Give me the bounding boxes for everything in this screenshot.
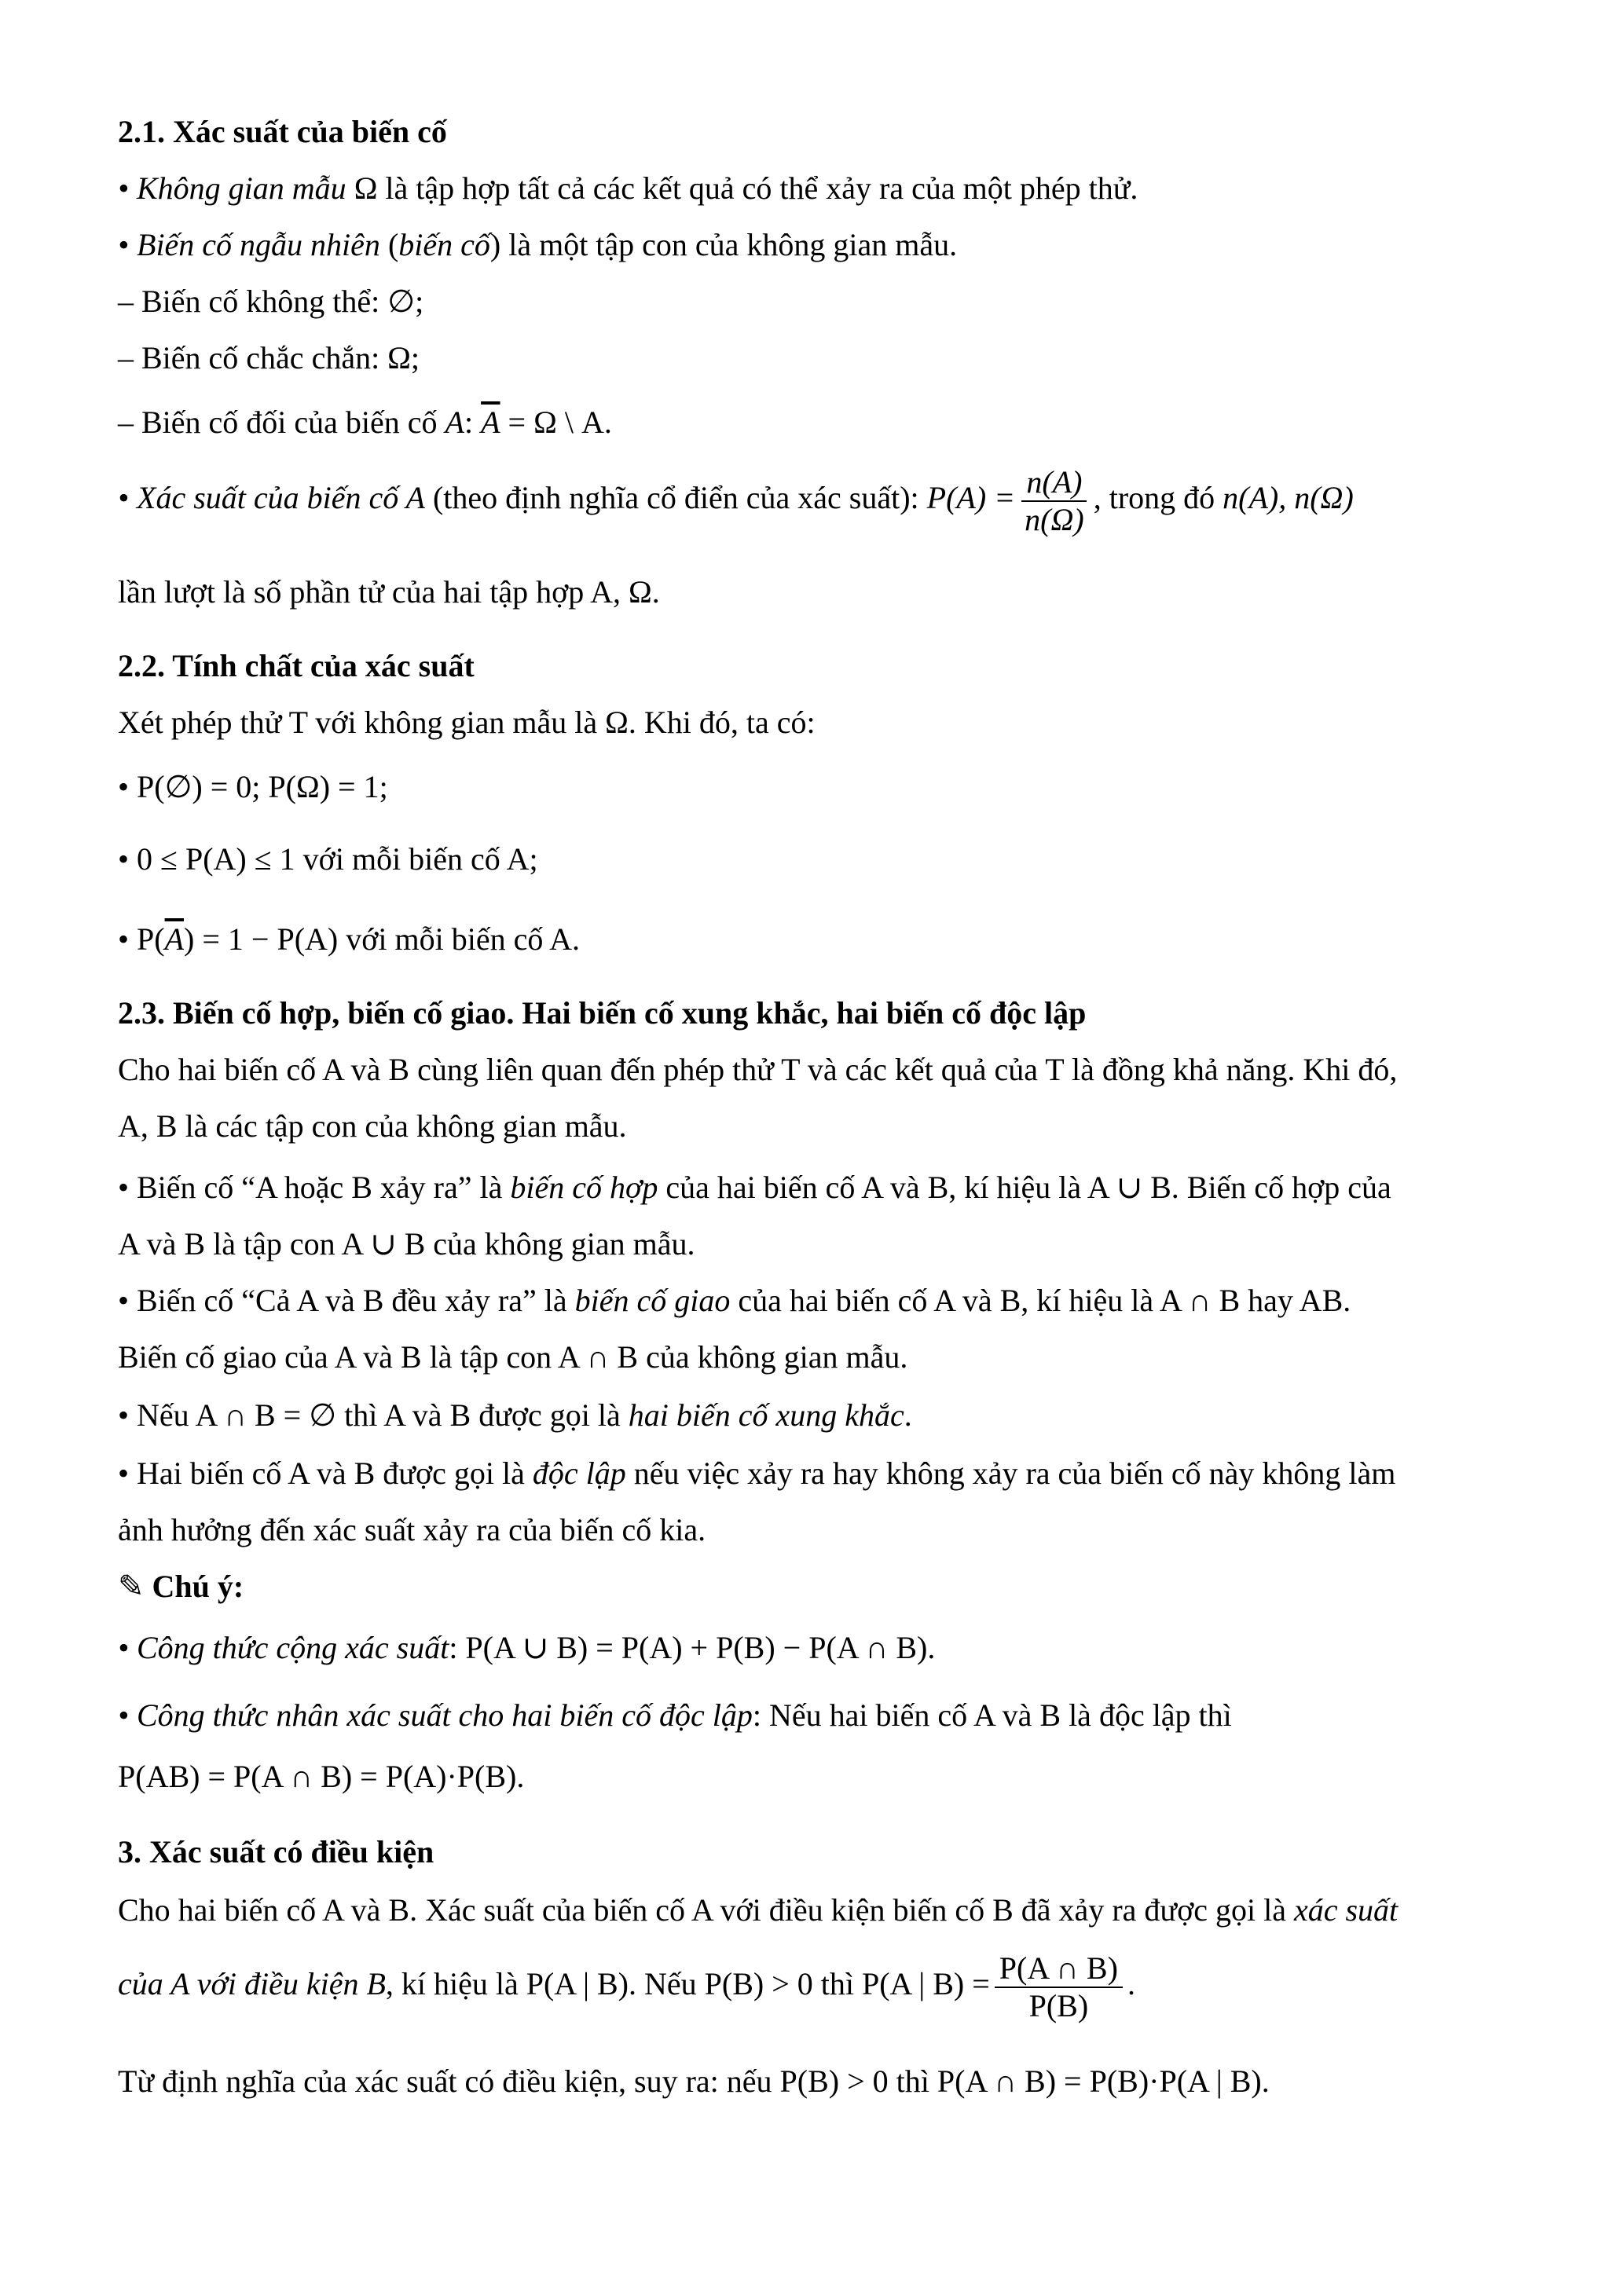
term-addition-rule: • Công thức cộng xác suất: [118, 1630, 449, 1665]
conditional-definition: [118, 1891, 1398, 1929]
colon: :: [464, 405, 482, 440]
union-text: của hai biến cố A và B, kí hiệu là A ∪ B. Biến cố hợp của: [658, 1170, 1391, 1205]
property-3: [118, 921, 580, 958]
probability-definition: [118, 460, 1354, 538]
probability-definition-cont: lần lượt là số phần tử của hai tập hợp A, Ω.: [118, 574, 660, 610]
complement-text: – Biến cố đối của biến cố: [118, 405, 445, 440]
term-multiplication-rule: • Công thức nhân xác suất cho hai biến cố độc lập: [118, 1697, 753, 1733]
intersection-definition: [118, 1282, 1351, 1320]
fraction-classic-probability: [1020, 464, 1089, 538]
conditional-text: Cho hai biến cố A và B. Xác suất của biến cố A với điều kiện biến cố B đã xảy ra được gọi là: [118, 1892, 1294, 1928]
intersection-definition-cont: Biến cố giao của A và B là tập con A ∩ B của không gian mẫu.: [118, 1339, 908, 1375]
certain-event: – Biến cố chắc chắn: Ω;: [118, 340, 420, 375]
section-heading-2-2: 2.2. Tính chất của xác suất: [118, 648, 475, 683]
union-definition: [118, 1169, 1391, 1207]
mutually-exclusive-definition: [118, 1397, 912, 1434]
omega-symbol: Ω: [354, 170, 378, 206]
note-label: Chú ý:: [152, 1569, 244, 1604]
definition-text: ) là một tập con của không gian mẫu.: [489, 227, 958, 262]
property-2: • 0 ≤ P(A) ≤ 1 với mỗi biến cố A;: [118, 841, 538, 877]
definition-text: là tập hợp tất cả các kết quả có thể xảy ra của một phép thử.: [377, 170, 1138, 206]
multiplication-rule: [118, 1697, 1232, 1734]
random-event-definition: [118, 226, 957, 264]
note-heading: [118, 1568, 244, 1606]
paren-open: (: [379, 227, 399, 262]
conditional-formula-line: [118, 1946, 1135, 2024]
intersection-text: • Biến cố “Cả A và B đều xảy ra” là: [118, 1283, 575, 1318]
formula-part: ) = 1 − P(A) với mỗi biến cố A.: [184, 921, 581, 957]
complement-formula: = Ω \ A.: [500, 405, 612, 440]
formula-p-a: P(A) =: [926, 480, 1016, 515]
term-independent: độc lập: [532, 1456, 626, 1491]
independent-text: • Hai biến cố A và B được gọi là: [118, 1456, 533, 1491]
property-1: • P(∅) = 0; P(Ω) = 1;: [118, 769, 388, 804]
union-definition-cont: A và B là tập con A ∪ B của không gian mẫu.: [118, 1226, 695, 1262]
period: .: [904, 1397, 912, 1433]
sample-space-definition: [118, 170, 1138, 207]
term-conditional-probability-cont: của A với điều kiện B: [118, 1966, 386, 2001]
fraction-denominator: P(B): [1028, 1987, 1089, 2023]
independent-text: nếu việc xảy ra hay không xảy ra của biến cố này không làm: [625, 1456, 1396, 1491]
exclusive-text: • Nếu A ∩ B = ∅ thì A và B được gọi là: [118, 1397, 629, 1433]
impossible-event: – Biến cố không thể: ∅;: [118, 284, 424, 319]
fraction-denominator: n(Ω): [1025, 501, 1084, 537]
multiplication-formula: P(AB) = P(A ∩ B) = P(A)·P(B).: [118, 1759, 525, 1794]
probability-text: (theo định nghĩa cổ điển của xác suất):: [424, 480, 927, 515]
term-union-event: biến cố hợp: [510, 1170, 658, 1205]
term-probability: • Xác suất của biến cố A: [118, 480, 425, 515]
section-heading-2-1: 2.1. Xác suất của biến cố: [118, 114, 447, 149]
count-symbols: n(A), n(Ω): [1223, 480, 1354, 515]
independent-definition: [118, 1455, 1395, 1492]
paragraph-line: Cho hai biến cố A và B cùng liên quan đến phép thử T và các kết quả của T là đồng khả năng. Khi đó,: [118, 1052, 1398, 1087]
addition-formula: : P(A ∪ B) = P(A) + P(B) − P(A ∩ B).: [449, 1630, 936, 1665]
term-random-event: • Biến cố ngẫu nhiên: [118, 227, 380, 262]
term-sample-space: • Không gian mẫu: [118, 170, 354, 206]
fraction-conditional-probability: [995, 1950, 1123, 2024]
section-heading-2-3: 2.3. Biến cố hợp, biến cố giao. Hai biến cố xung khắc, hai biến cố độc lập: [118, 995, 1087, 1031]
property-intro: Xét phép thử T với không gian mẫu là Ω. Khi đó, ta có:: [118, 705, 816, 740]
formula-part: • P(: [118, 921, 165, 957]
term-event: biến cố: [398, 227, 490, 262]
period: .: [1127, 1966, 1135, 2001]
event-a-bar: $\overline{A}$: [164, 921, 185, 957]
term-intersection-event: biến cố giao: [574, 1283, 731, 1318]
term-mutually-exclusive: hai biến cố xung khắc: [628, 1397, 904, 1433]
term-conditional-probability: xác suất: [1293, 1892, 1399, 1928]
event-a: A: [445, 405, 464, 440]
fraction-numerator: n(A): [1021, 464, 1087, 502]
conditional-text: , kí hiệu là P(A | B). Nếu P(B) > 0 thì P(A | B) =: [385, 1966, 990, 2001]
union-text: • Biến cố “A hoặc B xảy ra” là: [118, 1170, 511, 1205]
pencil-icon: ✎: [118, 1569, 145, 1604]
paragraph-line: A, B là các tập con của không gian mẫu.: [118, 1108, 627, 1144]
multiplication-text: : Nếu hai biến cố A và B là độc lập thì: [752, 1697, 1232, 1733]
fraction-numerator: P(A ∩ B): [995, 1950, 1123, 1988]
complement-event: [118, 404, 612, 441]
intersection-text: của hai biến cố A và B, kí hiệu là A ∩ B hay AB.: [730, 1283, 1351, 1318]
conditional-consequence: Từ định nghĩa của xác suất có điều kiện, suy ra: nếu P(B) > 0 thì P(A ∩ B) = P(B)·P(A | B).: [118, 2063, 1270, 2099]
section-heading-3: 3. Xác suất có điều kiện: [118, 1834, 434, 1869]
addition-rule: [118, 1629, 935, 1667]
independent-definition-cont: ảnh hưởng đến xác suất xảy ra của biến cố kia.: [118, 1512, 706, 1547]
event-a-bar: $\overline{A}$: [481, 405, 500, 440]
where-text: , trong đó: [1093, 480, 1223, 515]
